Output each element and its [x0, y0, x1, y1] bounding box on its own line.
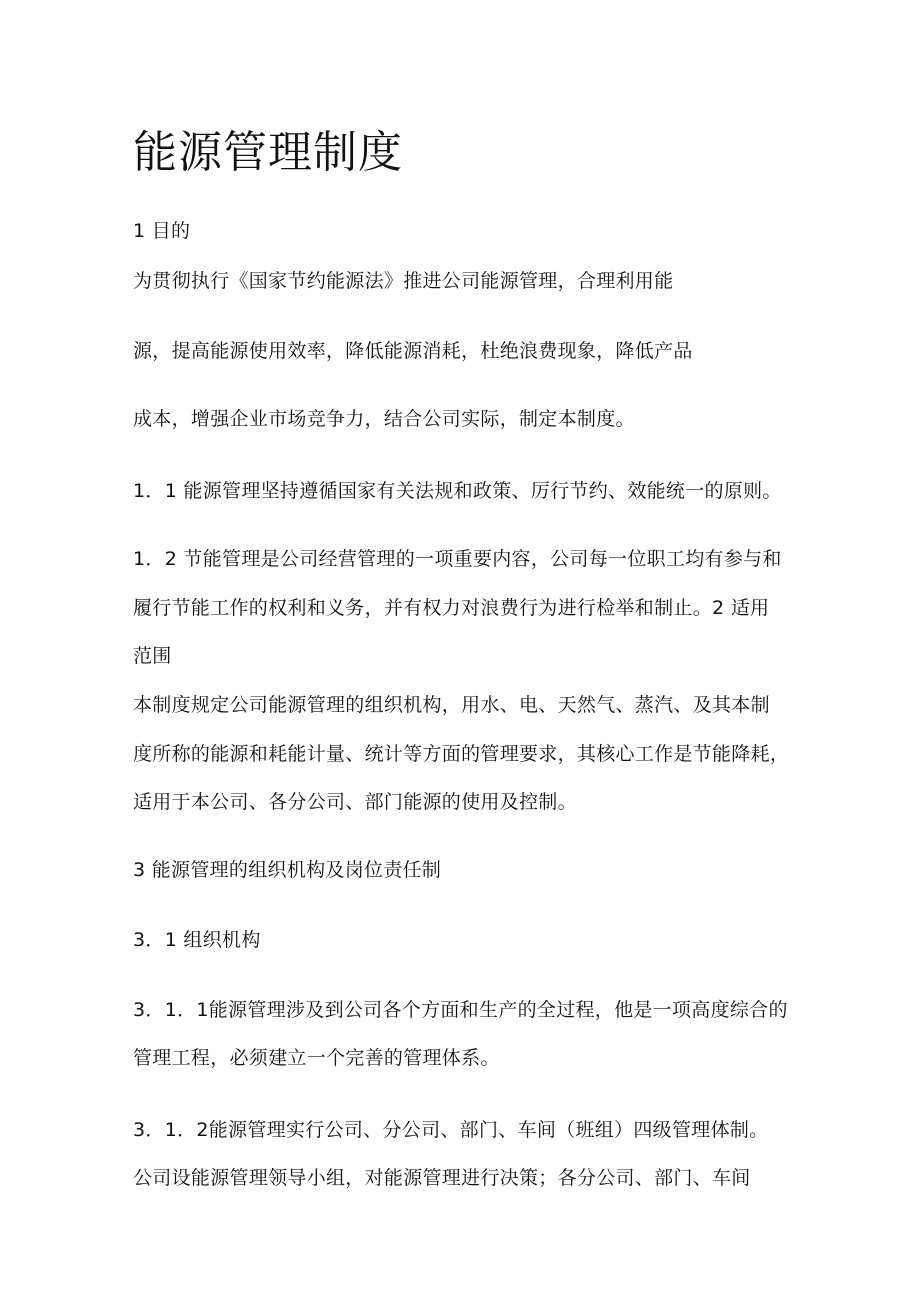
document-title: 能源管理制度	[133, 127, 403, 178]
clause-1-2: 1．2 节能管理是公司经营管理的一项重要内容，公司每一位职工均有参与和	[133, 548, 782, 570]
paragraph-line: 履行节能工作的权利和义务，并有权力对浪费行为进行检举和制止。2 适用	[133, 597, 770, 619]
paragraph-line: 范围	[133, 645, 172, 667]
section-3-heading: 3 能源管理的组织机构及岗位责任制	[133, 859, 442, 881]
paragraph-line: 度所称的能源和耗能计量、统计等方面的管理要求，其核心工作是节能降耗，	[133, 743, 790, 765]
paragraph-line: 为贯彻执行《国家节约能源法》推进公司能源管理，合理利用能	[133, 270, 674, 292]
paragraph-line: 源，提高能源使用效率，降低能源消耗，杜绝浪费现象，降低产品	[133, 340, 693, 362]
paragraph-line: 成本，增强企业市场竞争力，结合公司实际，制定本制度。	[133, 408, 635, 430]
paragraph-line: 公司设能源管理领导小组，对能源管理进行决策；各分公司、部门、车间	[133, 1167, 751, 1189]
paragraph-line: 本制度规定公司能源管理的组织机构，用水、电、天然气、蒸汽、及其本制	[133, 694, 770, 716]
clause-1-1: 1．1 能源管理坚持遵循国家有关法规和政策、厉行节约、效能统一的原则。	[133, 480, 782, 502]
paragraph-line: 管理工程，必须建立一个完善的管理体系。	[133, 1047, 500, 1069]
section-3-1-heading: 3．1 组织机构	[133, 929, 261, 951]
clause-3-1-2: 3．1．2能源管理实行公司、分公司、部门、车间（班组）四级管理体制。	[133, 1119, 769, 1141]
paragraph-line: 适用于本公司、各分公司、部门能源的使用及控制。	[133, 791, 577, 813]
section-1-heading: 1 目的	[133, 220, 191, 242]
clause-3-1-1: 3．1．1能源管理涉及到公司各个方面和生产的全过程，他是一项高度综合的	[133, 999, 788, 1021]
